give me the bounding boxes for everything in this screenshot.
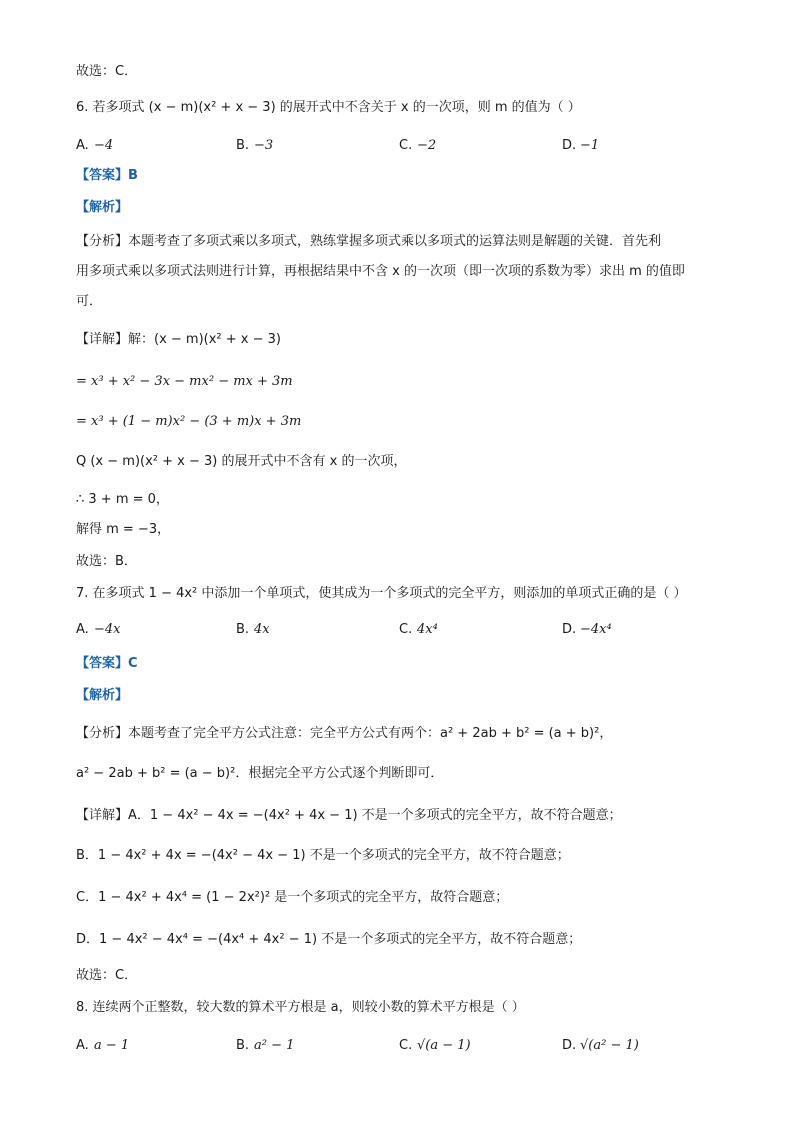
option-label: A. [76, 138, 89, 153]
option-b [236, 136, 273, 156]
option-label: B. [236, 138, 250, 153]
option-c [399, 136, 436, 156]
detail-text: 【详解】解：(x − m)(x² + x − 3) [76, 332, 281, 347]
option-a [76, 136, 113, 156]
analysis-text: 用多项式乘以多项式法则进行计算，再根据结果中不含 x 的一次项（即一次项的系数为零）求出 m 的值即 [76, 264, 685, 279]
detail-text: D．1 − 4x² − 4x⁴ = −(4x⁴ + 4x² − 1) 不是一个多项式的完全平方，故不符合题意； [76, 932, 582, 947]
equation-line: = x³ + (1 − m)x² − (3 + m)x + 3m [76, 414, 302, 429]
answer-label: 【答案】B [76, 168, 138, 183]
option-a [76, 1036, 129, 1056]
detail-text: 【详解】A．1 − 4x² − 4x = −(4x² + 4x − 1) 不是一个多项式的完全平方，故不符合题意； [76, 808, 622, 823]
option-value: −4x⁴ [580, 622, 612, 637]
option-value: √(a² − 1) [580, 1038, 639, 1053]
answer-choice-line: 故选：B． [76, 554, 137, 569]
question-6-stem: 6. 若多项式 (x − m)(x² + x − 3) 的展开式中不含关于 x 的一次项，则 m 的值为（ ） [76, 100, 581, 115]
option-d [562, 620, 612, 640]
option-value: 4x [254, 622, 270, 637]
option-label: D. [562, 622, 577, 637]
option-value: −2 [417, 138, 437, 153]
option-b [236, 620, 270, 640]
option-c [399, 1036, 471, 1056]
analysis-text: 【分析】本题考查了完全平方公式注意：完全平方公式有两个：a² + 2ab + b² = (a + b)²， [76, 726, 613, 741]
equation-line: ∴ 3 + m = 0， [76, 492, 169, 507]
option-a [76, 620, 121, 640]
detail-text: Q (x − m)(x² + x − 3) 的展开式中不含有 x 的一次项， [76, 454, 407, 469]
option-d [562, 136, 599, 156]
option-d [562, 1036, 639, 1056]
option-label: A. [76, 1038, 89, 1053]
answer-choice-line: 故选：C． [76, 968, 138, 983]
option-label: B. [236, 1038, 250, 1053]
option-value: √(a − 1) [417, 1038, 471, 1053]
question-8-stem: 8. 连续两个正整数，较大数的算术平方根是 a，则较小数的算术平方根是（ ） [76, 1000, 525, 1015]
option-label: A. [76, 622, 89, 637]
option-label: C. [399, 622, 413, 637]
option-value: 4x⁴ [417, 622, 438, 637]
option-label: B. [236, 622, 250, 637]
detail-text: C．1 − 4x² + 4x⁴ = (1 − 2x²)² 是一个多项式的完全平方，故符合题意； [76, 890, 509, 905]
analysis-label: 【解析】 [76, 688, 129, 703]
analysis-text: a² − 2ab + b² = (a − b)²．根据完全平方公式逐个判断即可． [76, 766, 444, 781]
analysis-text: 可． [76, 294, 103, 309]
detail-text: B．1 − 4x² + 4x = −(4x² − 4x − 1) 不是一个多项式的完全平方，故不符合题意； [76, 848, 570, 863]
equation-line: = x³ + x² − 3x − mx² − mx + 3m [76, 374, 293, 389]
option-label: C. [399, 1038, 413, 1053]
option-value: −4 [94, 138, 114, 153]
option-label: D. [562, 1038, 577, 1053]
option-value: a² − 1 [254, 1038, 295, 1053]
option-c [399, 620, 438, 640]
option-b [236, 1036, 294, 1056]
option-label: D. [562, 138, 577, 153]
solution-line: 解得 m = −3， [76, 522, 171, 537]
option-value: −4x [94, 622, 121, 637]
answer-label: 【答案】C [76, 656, 138, 671]
analysis-label: 【解析】 [76, 200, 129, 215]
option-label: C. [399, 138, 413, 153]
option-value: −1 [580, 138, 600, 153]
answer-choice-line: 故选：C． [76, 64, 138, 79]
question-7-stem: 7. 在多项式 1 − 4x² 中添加一个单项式，使其成为一个多项式的完全平方，则添加的单项式正确的是（ ） [76, 586, 687, 601]
analysis-text: 【分析】本题考查了多项式乘以多项式，熟练掌握多项式乘以多项式的运算法则是解题的关键．首先利 [76, 234, 662, 249]
option-value: a − 1 [94, 1038, 130, 1053]
option-value: −3 [254, 138, 274, 153]
